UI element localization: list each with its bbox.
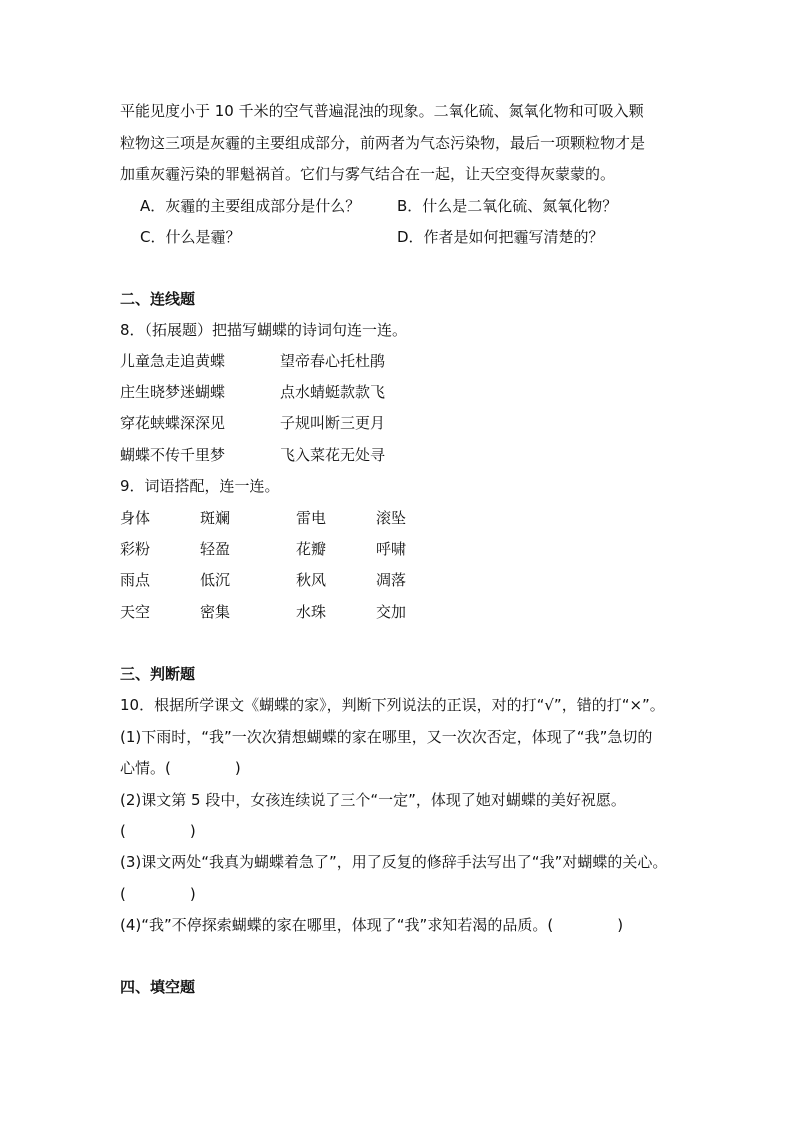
section-2-title: 二、连线题 (120, 290, 196, 308)
paren-open: ( (120, 822, 126, 840)
q9-word: 低沉 (200, 571, 231, 589)
q7-option-b: B．什么是二氧化硫、氮氧化物？ (397, 197, 618, 215)
q8-right-item: 望帝春心托杜鹃 (280, 352, 386, 370)
q8-left-item: 儿童急走追黄蝶 (120, 352, 226, 370)
q9-word: 天空 (120, 603, 151, 621)
q7-option-c: C．什么是霾？ (140, 228, 241, 246)
q8-left-item: 庄生晓梦迷蝴蝶 (120, 383, 226, 401)
q7-option-a: A．灰霾的主要组成部分是什么？ (140, 197, 361, 215)
passage-line-2: 粒物这三项是灰霾的主要组成部分，前两者为气态污染物，最后一项颗粒物才是 (120, 134, 646, 152)
q9-word: 轻盈 (200, 540, 231, 558)
q10-item-3-line-2 (120, 884, 196, 904)
q9-word: 秋风 (296, 571, 327, 589)
passage-line-1: 平能见度小于 10 千米的空气普遍混浊的现象。二氧化硫、氮氧化物和可吸入颗 (120, 102, 644, 120)
q9-word: 呼啸 (376, 540, 407, 558)
paren-close: ) (617, 916, 624, 934)
q9-word: 斑斓 (200, 509, 231, 527)
q10-item-4-text: (4)“我”不停探索蝴蝶的家在哪里，体现了“我”求知若渴的品质。( (120, 916, 554, 934)
passage-line-3: 加重灰霾污染的罪魁祸首。它们与雾气结合在一起，让天空变得灰蒙蒙的。 (120, 165, 616, 183)
q9-word: 身体 (120, 509, 151, 527)
q8-right-item: 飞入菜花无处寻 (280, 446, 386, 464)
q9-word: 密集 (200, 603, 231, 621)
q8-right-item: 子规叫断三更月 (280, 414, 386, 432)
q8-left-item: 蝴蝶不传千里梦 (120, 446, 226, 464)
q8-right-item: 点水蜻蜓款款飞 (280, 383, 386, 401)
q9-word: 滚坠 (376, 509, 407, 527)
q9-prompt: 9．词语搭配，连一连。 (120, 477, 280, 495)
q10-item-2-line-1: (2)课文第 5 段中，女孩连续说了三个“一定”，体现了她对蝴蝶的美好祝愿。 (120, 791, 626, 809)
q9-word: 交加 (376, 603, 407, 621)
q10-prompt: 10．根据所学课文《蝴蝶的家》，判断下列说法的正误，对的打“√”，错的打“×”。 (120, 696, 665, 714)
section-4-title: 四、填空题 (120, 978, 196, 996)
paren-open: ( (120, 885, 126, 903)
q9-word: 花瓣 (296, 540, 327, 558)
section-3-title: 三、判断题 (120, 665, 196, 683)
q9-word: 雷电 (296, 509, 327, 527)
q9-word: 雨点 (120, 571, 151, 589)
q10-item-2-line-2 (120, 821, 196, 841)
q10-item-3-line-1: (3)课文两处“我真为蝴蝶着急了”，用了反复的修辞手法写出了“我”对蝴蝶的关心。 (120, 853, 668, 871)
q10-item-4-line-1 (120, 915, 623, 935)
paren-close: ) (189, 885, 196, 903)
paren-close: ) (189, 822, 196, 840)
q9-word: 水珠 (296, 603, 327, 621)
q10-item-1-line-2 (120, 758, 241, 778)
q10-item-1-text: 心情。( (120, 759, 171, 777)
q9-word: 凋落 (376, 571, 407, 589)
q8-left-item: 穿花蛱蝶深深见 (120, 414, 226, 432)
paren-close: ) (234, 759, 241, 777)
q8-prompt: 8．（拓展题）把描写蝴蝶的诗词句连一连。 (120, 321, 408, 339)
q9-word: 彩粉 (120, 540, 151, 558)
q7-option-d: D．作者是如何把霾写清楚的？ (397, 228, 604, 246)
q10-item-1-line-1: (1)下雨时，“我”一次次猜想蝴蝶的家在哪里，又一次次否定，体现了“我”急切的 (120, 728, 653, 746)
